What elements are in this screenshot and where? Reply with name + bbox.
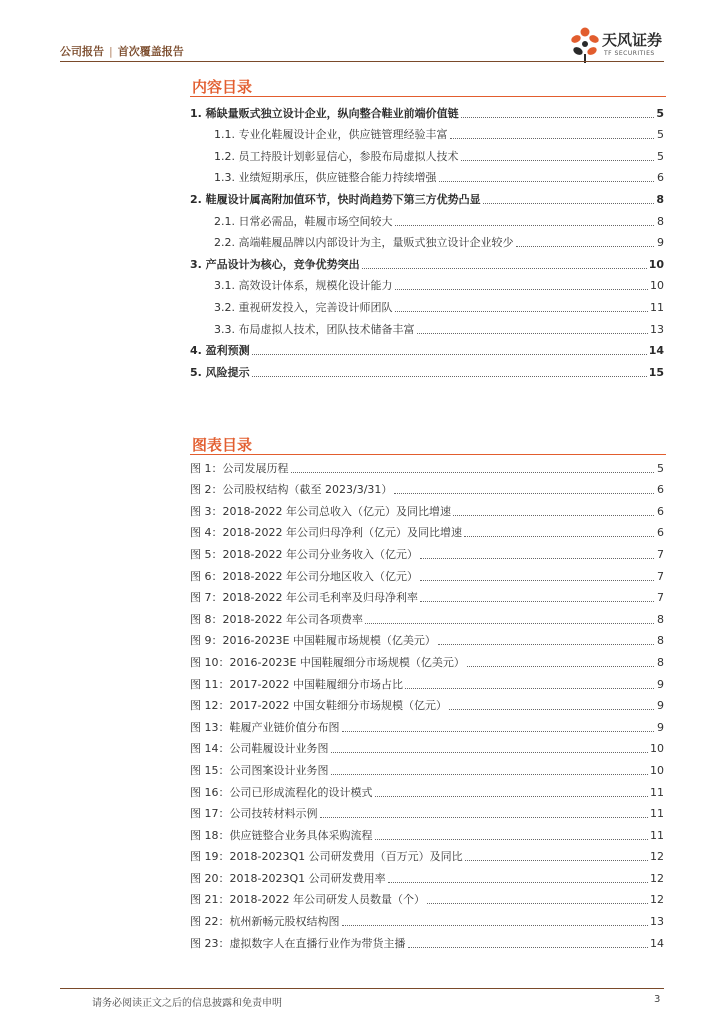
figure-entry[interactable]: [190, 821, 664, 843]
dot-leader: [395, 288, 649, 290]
figure-entry-page: 8: [657, 612, 664, 626]
figure-entry-page: 6: [657, 483, 664, 497]
figure-entry-label: 图 11：2017-2022 中国鞋履细分市场占比: [190, 677, 403, 691]
figure-entry-page: 6: [657, 504, 664, 518]
figure-entry-label: 图 8：2018-2022 年公司各项费率: [190, 612, 363, 626]
dot-leader: [439, 180, 655, 182]
dot-leader: [420, 579, 654, 581]
toc-entry[interactable]: [190, 164, 664, 186]
figure-entry[interactable]: [190, 692, 664, 714]
figures-list: [190, 454, 664, 951]
figure-entry-label: 图 6：2018-2022 年公司分地区收入（亿元）: [190, 569, 418, 583]
figure-entry-page: 7: [657, 547, 664, 561]
figure-entry[interactable]: [190, 756, 664, 778]
dot-leader: [427, 902, 648, 904]
figure-entry-label: 图 5：2018-2022 年公司分业务收入（亿元）: [190, 547, 418, 561]
dot-leader: [342, 924, 649, 926]
toc-entry[interactable]: [190, 229, 664, 251]
toc-entry-page: 6: [657, 171, 664, 185]
figure-entry-page: 12: [650, 893, 664, 907]
figure-entry-page: 7: [657, 569, 664, 583]
figure-entry[interactable]: [190, 907, 664, 929]
figure-entry-page: 9: [657, 677, 664, 691]
figure-entry-label: 图 19：2018-2023Q1 公司研发费用（百万元）及同比: [190, 850, 463, 864]
figure-entry[interactable]: [190, 735, 664, 757]
figure-entry[interactable]: [190, 843, 664, 865]
toc-entry-page: 14: [648, 344, 664, 358]
figure-entry[interactable]: [190, 648, 664, 670]
report-type-header: [60, 43, 184, 59]
dot-leader: [362, 267, 647, 269]
header-divider: [60, 61, 664, 62]
toc-list: [190, 99, 664, 380]
dot-leader: [453, 514, 654, 516]
brand-name-en: TF SECURITIES: [604, 50, 655, 57]
figure-entry[interactable]: [190, 886, 664, 908]
header-separator: |: [109, 45, 113, 58]
figure-entry-page: 7: [657, 591, 664, 605]
toc-entry-page: 8: [657, 214, 664, 228]
toc-entry[interactable]: [190, 337, 664, 359]
figure-entry-page: 11: [650, 828, 664, 842]
dot-leader: [394, 492, 654, 494]
toc-entry-label: 1. 稀缺量贩式独立设计企业，纵向整合鞋业前端价值链: [190, 106, 459, 120]
figure-entry-page: 14: [650, 936, 664, 950]
toc-entry-label: 1.2. 员工持股计划彰显信心，参股布局虚拟人技术: [214, 149, 459, 163]
dot-leader: [420, 600, 654, 602]
figure-entry-label: 图 3：2018-2022 年公司总收入（亿元）及同比增速: [190, 504, 451, 518]
figure-entry-page: 8: [657, 634, 664, 648]
toc-entry-page: 15: [648, 365, 664, 379]
toc-entry-label: 2.2. 高端鞋履品牌以内部设计为主，量贩式独立设计企业较少: [214, 236, 514, 250]
figure-entry-page: 11: [650, 807, 664, 821]
flower-logo-icon: [568, 26, 602, 64]
toc-entry-label: 4. 盈利预测: [190, 344, 250, 358]
figure-entry-page: 5: [657, 461, 664, 475]
figure-entry-label: 图 23：虚拟数字人在直播行业作为带货主播: [190, 936, 406, 950]
figure-entry-page: 12: [650, 871, 664, 885]
tf-securities-logo: [568, 26, 678, 64]
dot-leader: [252, 353, 647, 355]
figure-entry[interactable]: [190, 929, 664, 951]
toc-entry-page: 10: [648, 257, 664, 271]
dot-leader: [438, 643, 654, 645]
dot-leader: [365, 622, 654, 624]
toc-entry-label: 3.1. 高效设计体系，规模化设计能力: [214, 279, 393, 293]
toc-entry-label: 2.1. 日常必需品，鞋履市场空间较大: [214, 214, 393, 228]
figure-entry[interactable]: [190, 670, 664, 692]
toc-entry-label: 5. 风险提示: [190, 365, 250, 379]
figure-entry-label: 图 10：2016-2023E 中国鞋履细分市场规模（亿美元）: [190, 655, 465, 669]
dot-leader: [331, 751, 649, 753]
toc-entry-page: 5: [657, 149, 664, 163]
dot-leader: [375, 795, 649, 797]
figure-entry-label: 图 1：公司发展历程: [190, 461, 289, 475]
figure-entry-label: 图 20：2018-2023Q1 公司研发费用率: [190, 871, 386, 885]
toc-entry[interactable]: [190, 293, 664, 315]
figure-entry-label: 图 7：2018-2022 年公司毛利率及归母净利率: [190, 591, 418, 605]
dot-leader: [395, 224, 655, 226]
dot-leader: [320, 816, 649, 818]
dot-leader: [449, 708, 654, 710]
report-subtype: 首次覆盖报告: [117, 45, 184, 58]
dot-leader: [252, 375, 647, 377]
toc-entry-label: 1.1. 专业化鞋履设计企业，供应链管理经验丰富: [214, 128, 448, 142]
dot-leader: [417, 332, 649, 334]
figure-entry-page: 13: [650, 915, 664, 929]
dot-leader: [375, 838, 649, 840]
toc-entry[interactable]: [190, 315, 664, 337]
toc-title-rule: [190, 96, 666, 97]
toc-entry-page: 13: [650, 322, 664, 336]
figure-entry-label: 图 4：2018-2022 年公司归母净利（亿元）及同比增速: [190, 526, 462, 540]
dot-leader: [395, 310, 649, 312]
dot-leader: [483, 202, 654, 204]
figure-entry[interactable]: [190, 800, 664, 822]
toc-entry[interactable]: [190, 142, 664, 164]
toc-entry[interactable]: [190, 185, 664, 207]
dot-leader: [467, 665, 654, 667]
dot-leader: [420, 557, 654, 559]
figure-entry[interactable]: [190, 562, 664, 584]
toc-entry-page: 8: [656, 192, 664, 206]
toc-entry-label: 2. 鞋履设计属高附加值环节，快时尚趋势下第三方优势凸显: [190, 192, 481, 206]
dot-leader: [388, 881, 648, 883]
dot-leader: [461, 116, 654, 118]
figure-entry-label: 图 17：公司技转材料示例: [190, 807, 318, 821]
toc-entry-label: 3.3. 布局虚拟人技术，团队技术储备丰富: [214, 322, 415, 336]
figure-entry[interactable]: [190, 605, 664, 627]
toc-title: 内容目录: [192, 78, 253, 96]
figure-entry[interactable]: [190, 627, 664, 649]
figure-entry[interactable]: [190, 454, 664, 476]
toc-entry[interactable]: [190, 358, 664, 380]
toc-entry-label: 3.2. 重视研发投入，完善设计师团队: [214, 300, 393, 314]
toc-entry[interactable]: [190, 207, 664, 229]
figures-title: 图表目录: [192, 436, 253, 454]
dot-leader: [464, 535, 654, 537]
figure-entry-page: 12: [650, 850, 664, 864]
brand-name-cn: 天风证券: [602, 31, 663, 49]
figure-entry-label: 图 16：公司已形成流程化的设计模式: [190, 785, 373, 799]
figure-entry[interactable]: [190, 476, 664, 498]
figure-entry-label: 图 12：2017-2022 中国女鞋细分市场规模（亿元）: [190, 699, 447, 713]
figure-entry[interactable]: [190, 584, 664, 606]
dot-leader: [408, 946, 649, 948]
dot-leader: [405, 687, 654, 689]
report-type: 公司报告: [60, 45, 104, 58]
dot-leader: [342, 730, 655, 732]
figure-entry-page: 8: [657, 655, 664, 669]
dot-leader: [516, 245, 655, 247]
figure-entry[interactable]: [190, 713, 664, 735]
dot-leader: [331, 773, 649, 775]
dot-leader: [461, 159, 655, 161]
toc-entry[interactable]: [190, 250, 664, 272]
figure-entry-page: 10: [650, 742, 664, 756]
toc-entry-page: 11: [650, 300, 664, 314]
dot-leader: [465, 859, 648, 861]
figure-entry-label: 图 2：公司股权结构（截至 2023/3/31）: [190, 483, 393, 497]
toc-entry[interactable]: [190, 121, 664, 143]
footer-divider: [60, 988, 664, 989]
toc-entry[interactable]: [190, 99, 664, 121]
footer-disclaimer: 请务必阅读正文之后的信息披露和免责申明: [92, 998, 282, 1009]
toc-entry-label: 3. 产品设计为核心，竞争优势突出: [190, 257, 360, 271]
figure-entry-label: 图 18：供应链整合业务具体采购流程: [190, 828, 373, 842]
toc-entry-page: 5: [656, 106, 664, 120]
toc-entry-page: 9: [657, 236, 664, 250]
figure-entry-label: 图 15：公司图案设计业务图: [190, 763, 329, 777]
figure-entry-page: 9: [657, 699, 664, 713]
figure-entry-label: 图 14：公司鞋履设计业务图: [190, 742, 329, 756]
figure-entry[interactable]: [190, 864, 664, 886]
figure-entry-page: 10: [650, 763, 664, 777]
toc-entry-page: 10: [650, 279, 664, 293]
page-number: 3: [654, 994, 661, 1005]
figure-entry-label: 图 21：2018-2022 年公司研发人员数量（个）: [190, 893, 425, 907]
figure-entry-page: 6: [657, 526, 664, 540]
dot-leader: [450, 137, 655, 139]
toc-entry-page: 5: [657, 128, 664, 142]
figure-entry[interactable]: [190, 778, 664, 800]
figure-entry[interactable]: [190, 540, 664, 562]
figure-entry-label: 图 13：鞋履产业链价值分布图: [190, 720, 340, 734]
figure-entry[interactable]: [190, 497, 664, 519]
figure-entry-label: 图 9：2016-2023E 中国鞋履市场规模（亿美元）: [190, 634, 436, 648]
figure-entry-page: 11: [650, 785, 664, 799]
figure-entry-page: 9: [657, 720, 664, 734]
toc-entry[interactable]: [190, 272, 664, 294]
dot-leader: [291, 471, 655, 473]
figure-entry-label: 图 22：杭州新畅元股权结构图: [190, 915, 340, 929]
figure-entry[interactable]: [190, 519, 664, 541]
toc-entry-label: 1.3. 业绩短期承压，供应链整合能力持续增强: [214, 171, 437, 185]
